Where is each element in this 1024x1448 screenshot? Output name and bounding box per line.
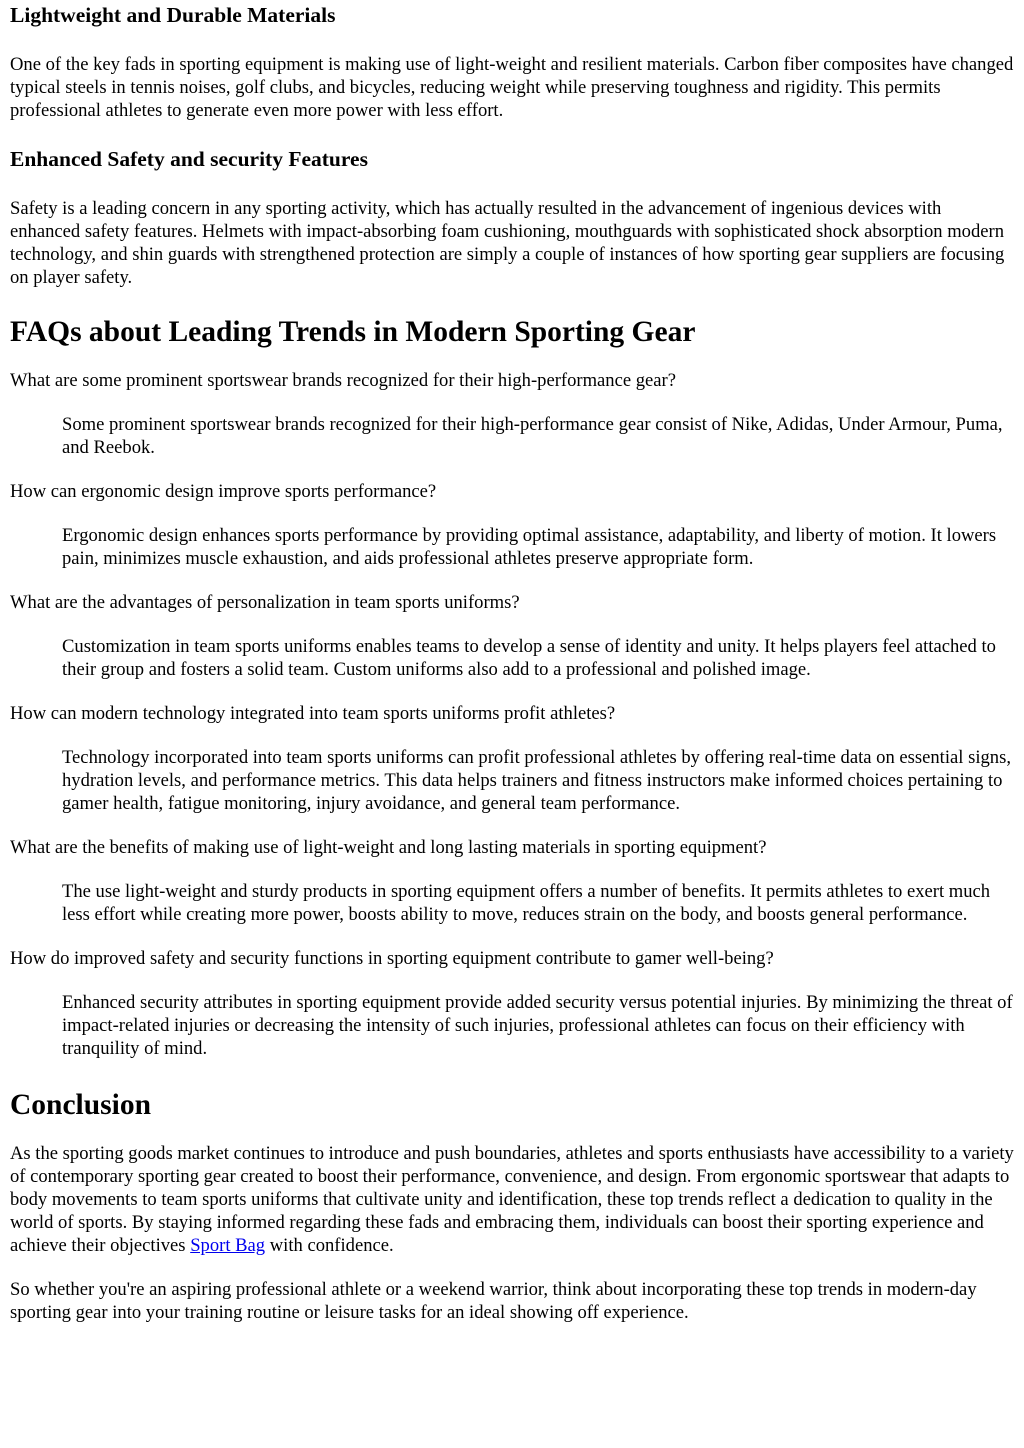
article: [0, 2, 1024, 1324]
closing-paragraph: So whether you're an aspiring professional athlete or a weekend warrior, think about incorporating these top trends in modern-day sporting gear into your training routine or leisure tasks for an ideal showing off experience.: [10, 1279, 977, 1323]
conclusion-text-before-link: As the sporting goods market continues to introduce and push boundaries, athletes and sports enthusiasts have accessibility to a variety of contemporary sporting gear created to boost their performance, convenience, and design. From ergonomic sportswear that adapts to body movements to team sports uniforms that cultivate unity and identification, these top trends reflect a dedication to quality in the world of sports. By staying informed regarding these fads and embracing them, individuals can boost their sporting experience and achieve their objectives: [10, 1143, 1014, 1256]
sport-bag-link[interactable]: Sport Bag: [190, 1235, 266, 1256]
faq-question: How do improved safety and security functions in sporting equipment contribute to gamer well-being?: [10, 948, 774, 969]
faq-question: How can ergonomic design improve sports performance?: [10, 481, 437, 502]
faq-answer: The use light-weight and sturdy products in sporting equipment offers a number of benefits. It permits athletes to exert much less effort while creating more power, boosts ability to move, reduces strain on the body, and boosts general performance.: [62, 881, 991, 925]
faq-answer: Customization in team sports uniforms enables teams to develop a sense of identity and unity. It helps players feel attached to their group and fosters a solid team. Custom uniforms also add to a professional and polished image.: [62, 636, 996, 680]
faq-answer: Technology incorporated into team sports uniforms can profit professional athletes by offering real-time data on essential signs, hydration levels, and performance metrics. This data helps trainers and fitness instructors make informed choices pertaining to gamer health, fatigue monitoring, injury avoidance, and general team performance.: [62, 747, 1011, 814]
conclusion-text-after-link: with confidence.: [265, 1235, 394, 1256]
conclusion-heading: Conclusion: [10, 1089, 151, 1121]
section-heading-safety: Enhanced Safety and security Features: [10, 147, 368, 171]
conclusion-body: [10, 1142, 1014, 1257]
faq-heading: FAQs about Leading Trends in Modern Sporting Gear: [10, 316, 696, 348]
faq-answer: Some prominent sportswear brands recognized for their high-performance gear consist of Nike, Adidas, Under Armour, Puma, and Reebok.: [62, 414, 1003, 458]
faq-answer: Enhanced security attributes in sporting equipment provide added security versus potential injuries. By minimizing the threat of impact-related injuries or decreasing the intensity of such injuries, professional athletes can focus on their efficiency with tranquility of mind.: [62, 992, 1013, 1059]
section-heading-materials: Lightweight and Durable Materials: [10, 3, 336, 27]
faq-question: What are the benefits of making use of light-weight and long lasting materials in sporting equipment?: [10, 837, 767, 858]
faq-question: How can modern technology integrated into team sports uniforms profit athletes?: [10, 703, 616, 724]
section-body-safety: Safety is a leading concern in any sporting activity, which has actually resulted in the advancement of ingenious devices with enhanced safety features. Helmets with impact-absorbing foam cushioning, mouthguards with sophisticated shock absorption modern technology, and shin guards with strengthened protection are simply a couple of instances of how sporting gear suppliers are focusing on player safety.: [10, 198, 1005, 288]
faq-question: What are the advantages of personalization in team sports uniforms?: [10, 592, 520, 613]
faq-answer: Ergonomic design enhances sports performance by providing optimal assistance, adaptability, and liberty of motion. It lowers pain, minimizes muscle exhaustion, and aids professional athletes preserve appropriate form.: [62, 525, 997, 569]
section-body-materials: One of the key fads in sporting equipment is making use of light-weight and resilient materials. Carbon fiber composites have changed typical steels in tennis noises, golf clubs, and bicycles, reducing weight while preserving toughness and rigidity. This permits professional athletes to generate even more power with less effort.: [10, 54, 1014, 121]
faq-question: What are some prominent sportswear brands recognized for their high-performance gear?: [10, 370, 676, 391]
faq-list: [10, 369, 1014, 1060]
